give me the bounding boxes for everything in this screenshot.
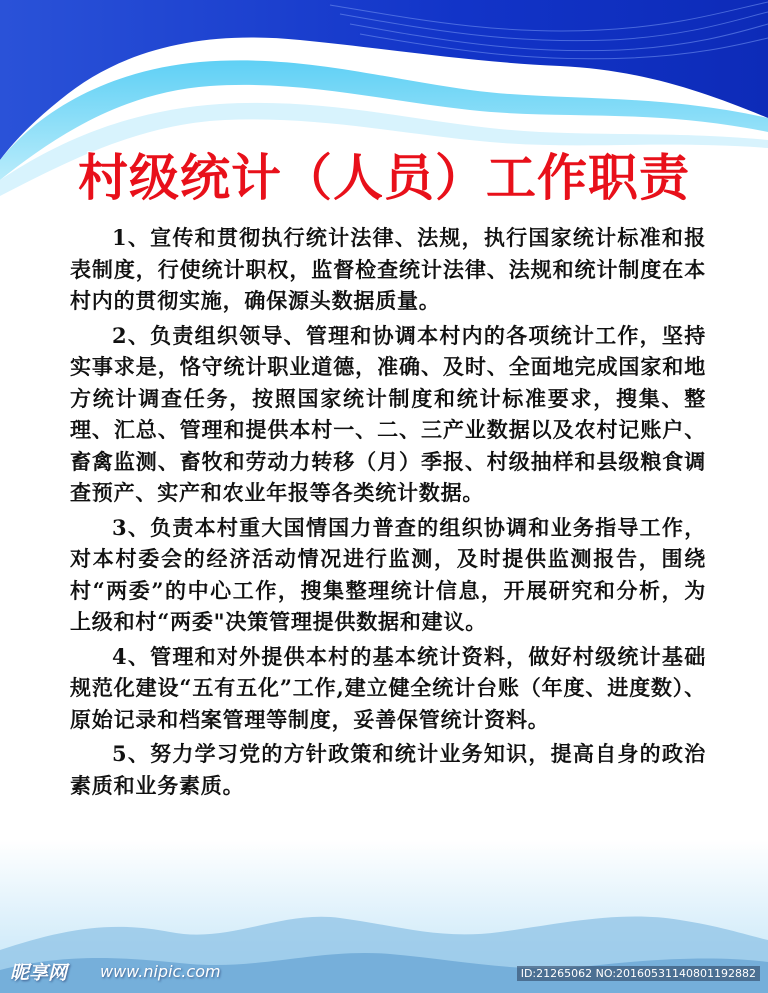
watermark-logo: 昵享网 xyxy=(10,962,68,984)
duty-paragraph-3: 3、负责本村重大国情国力普查的组织协调和业务指导工作，对本村委会的经济活动情况进行监测，及时提供监测报告，围绕村“两委”的中心工作，搜集整理统计信息，开展研究和分析，为上级和村“两委"决策管理提供数据和建议。 xyxy=(70,514,706,634)
watermark-url: www.nipic.com xyxy=(100,962,221,981)
poster-title: 村级统计（人员）工作职责 xyxy=(78,149,690,207)
duty-paragraph-4: 4、管理和对外提供本村的基本统计资料，做好村级统计基础规范化建设“五有五化”工作,建立健全统计台账（年度、进度数）、原始记录和档案管理等制度，妥善保管统计资料。 xyxy=(70,643,706,732)
image-id-label: ID:21265062 NO:20160531140801192882 xyxy=(517,966,760,981)
duty-paragraph-5: 5、努力学习党的方针政策和统计业务知识，提高自身的政治素质和业务素质。 xyxy=(70,741,706,798)
duty-paragraph-2: 2、负责组织领导、管理和协调本村内的各项统计工作，坚持实事求是，恪守统计职业道德，准确、及时、全面地完成国家和地方统计调查任务，按照国家统计制度和统计标准要求，搜集、整理、汇总、管理和提供本村一、二、三产业数据以及农村记账户、畜禽监测、畜牧和劳动力转移（月）季报、村级抽样和县级粮食调查预产、实产和农业年报等各类统计数据。 xyxy=(70,322,706,505)
duty-paragraph-1: 1、宣传和贯彻执行统计法律、法规，执行国家统计标准和报表制度，行使统计职权，监督检查统计法律、法规和统计制度在本村内的贯彻实施，确保源头数据质量。 xyxy=(70,225,706,313)
duty-list xyxy=(70,222,706,804)
